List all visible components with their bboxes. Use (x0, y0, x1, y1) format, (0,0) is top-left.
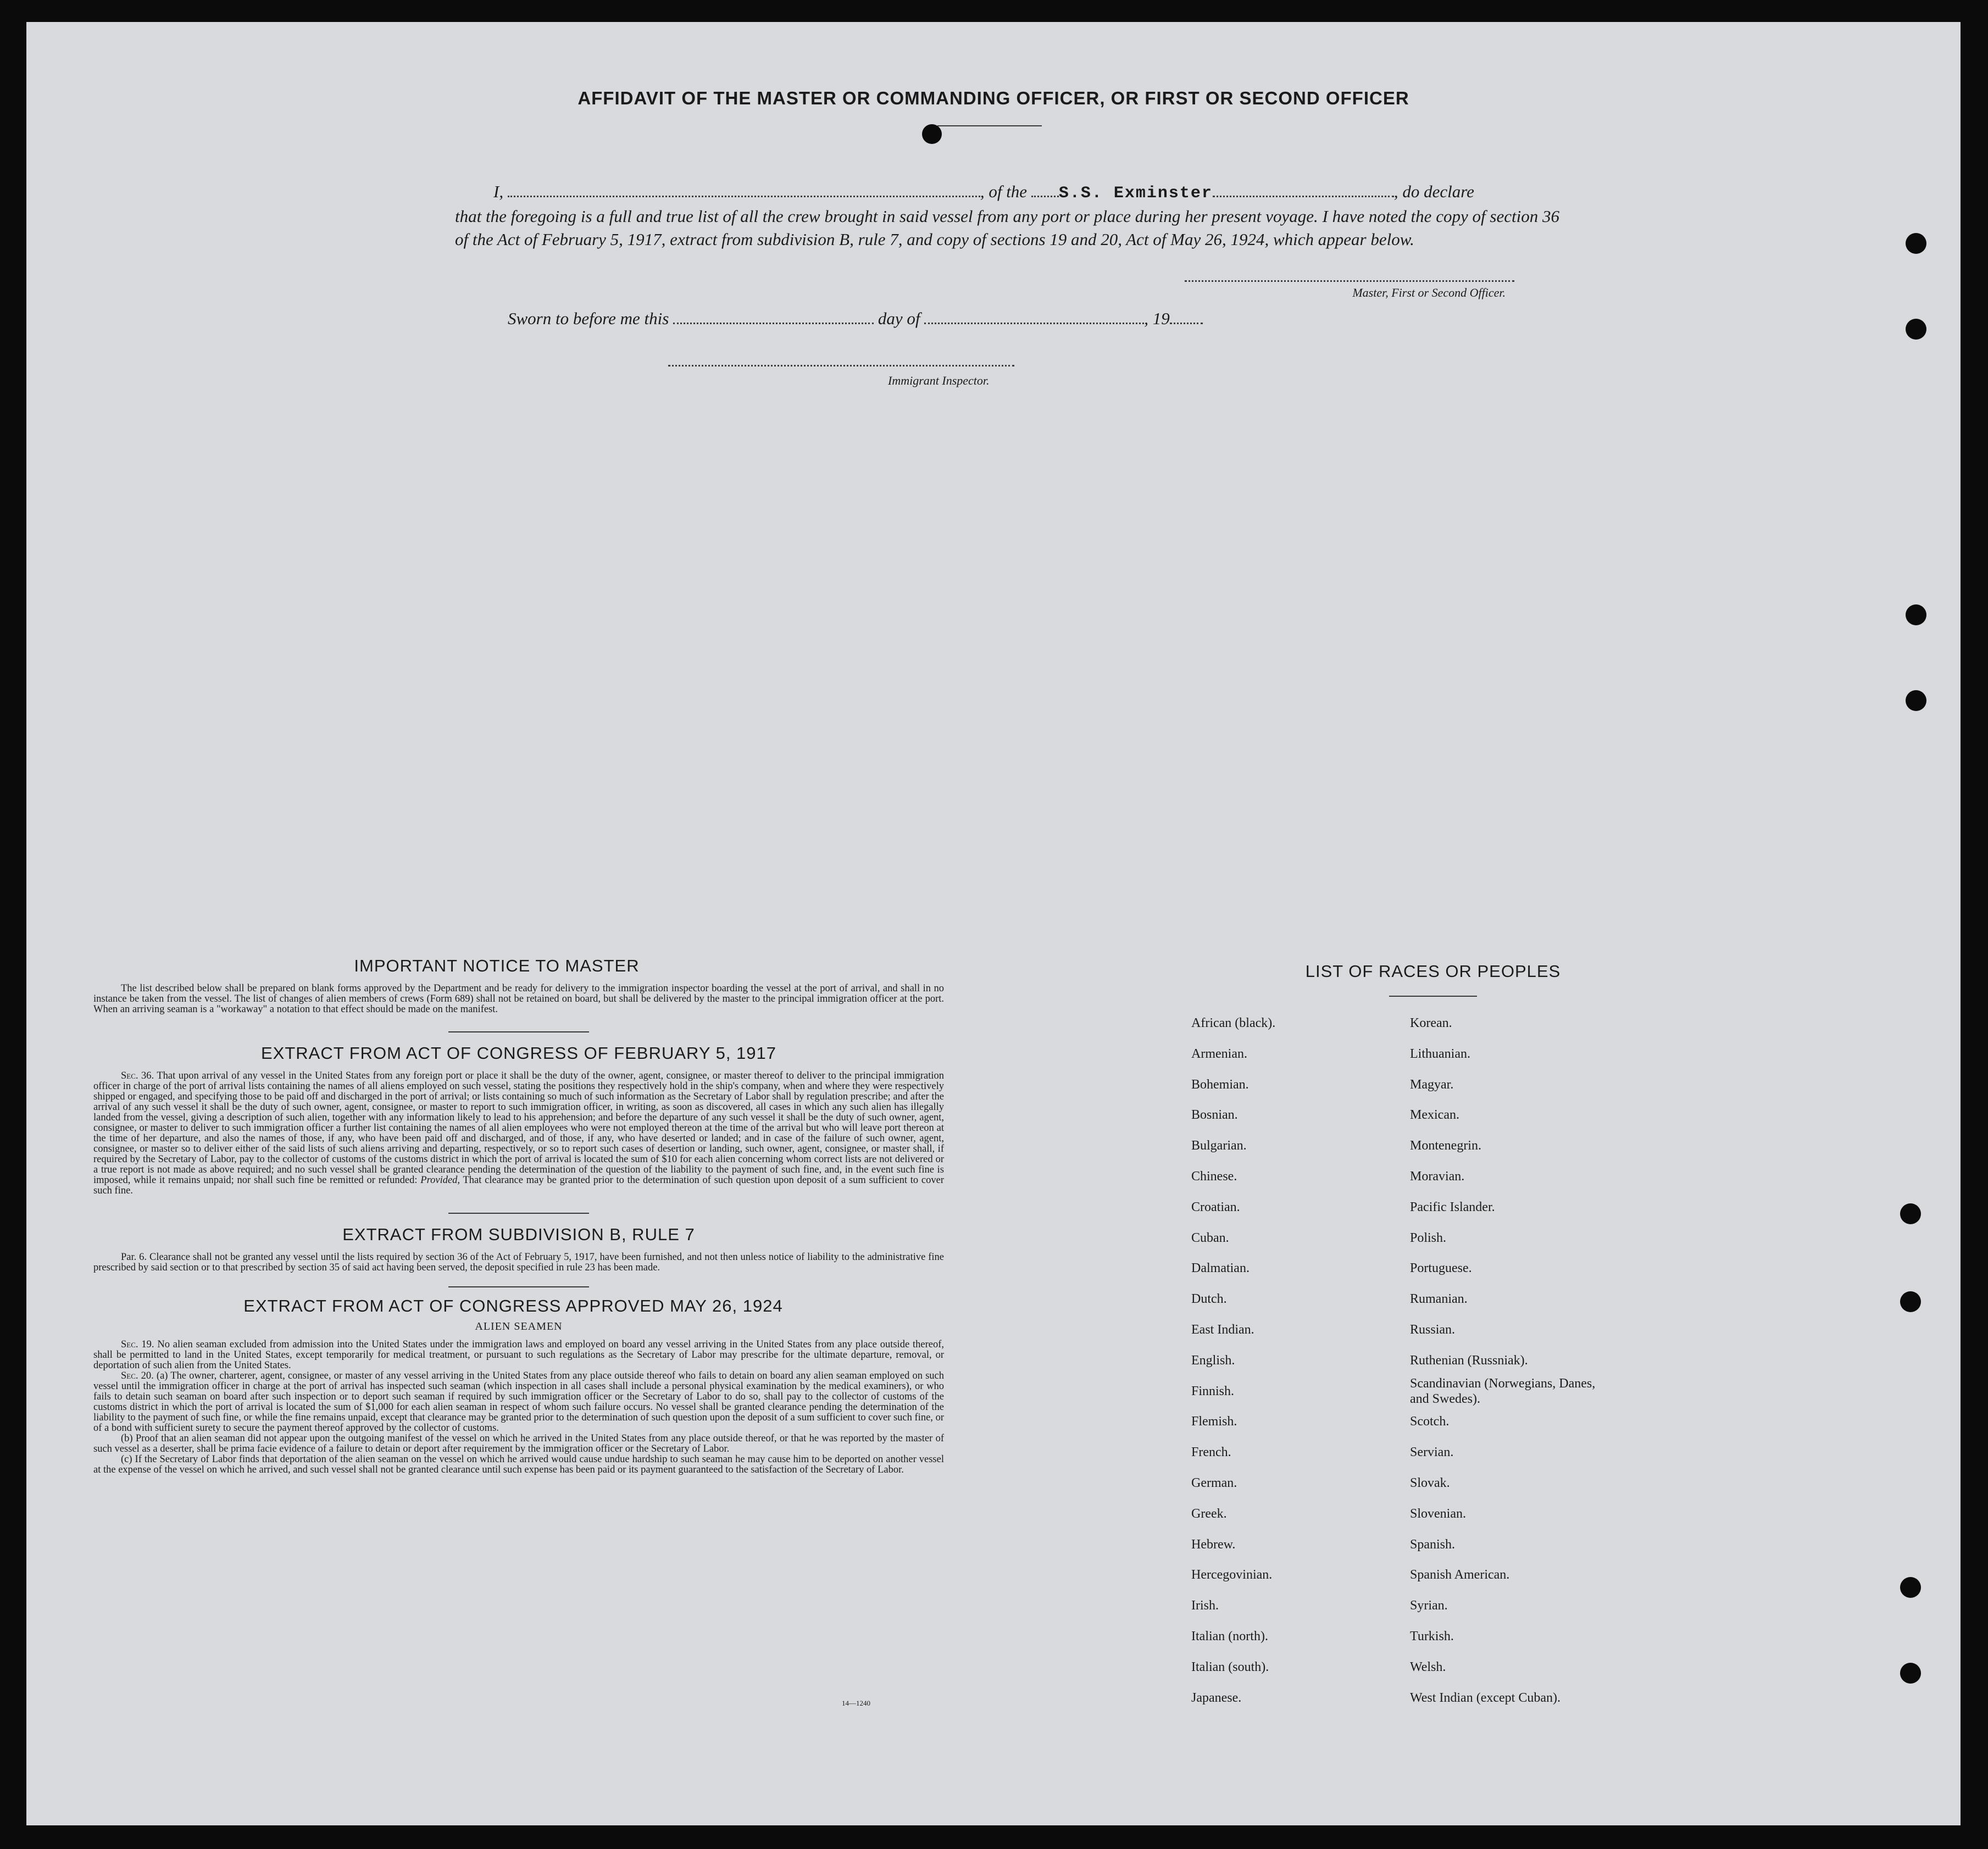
race-item: German. (1191, 1476, 1237, 1490)
race-item: Servian. (1410, 1445, 1454, 1460)
master-name-blank[interactable] (508, 196, 980, 197)
punch-hole (1900, 1203, 1921, 1224)
race-item: Moravian. (1410, 1169, 1465, 1184)
race-item: French. (1191, 1445, 1231, 1460)
race-item: Slovak. (1410, 1476, 1450, 1490)
race-item: Armenian. (1191, 1046, 1247, 1061)
race-item: Hebrew. (1191, 1537, 1236, 1552)
notice-title: IMPORTANT NOTICE TO MASTER (354, 956, 640, 975)
race-item: Syrian. (1410, 1598, 1448, 1613)
master-signature-label: Master, First or Second Officer. (1352, 286, 1506, 299)
sworn-prefix: Sworn to before me this (508, 309, 669, 328)
race-item: Flemish. (1191, 1414, 1237, 1429)
punch-hole (1900, 1291, 1921, 1312)
race-item: African (black). (1191, 1016, 1276, 1030)
race-item: Ruthenian (Russniak). (1410, 1353, 1528, 1368)
race-item: Russian. (1410, 1323, 1456, 1337)
sec-20a-body: (a) The owner, charterer, agent, consignee, or master of any vessel arriving in the United States from any place outside thereof who fails to detain on board any alien seaman employed on such vessel until the immigration officer in charge at the port of arrival has inspected such seaman (which inspection in all cases shall include a personal physical examination by the medical examiners), or who fails to detain such seaman on board after such inspection or to deport such seaman if required by such immigration officer or the Secretary of Labor to do so, shall pay to the collector of customs of the customs district in which the port of arrival is located the sum of $1,000 for each alien seaman in respect of whom such failure occurs. No vessel shall be granted clearance pending the determination of the liability to the payment of such fine, or while the fine remains unpaid, except that clearance may be granted prior to the determination of such question upon the deposit of a sum sufficient to cover such fine, or of a bond with sufficient surety to secure the payment thereof approved by the collector of customs. (93, 1370, 945, 1434)
sworn-day-of: day of (878, 309, 920, 328)
extract-1917-text (93, 1071, 944, 1196)
affidavit-line1 (455, 180, 1559, 205)
punch-hole (1906, 604, 1926, 625)
punch-hole (1906, 319, 1926, 340)
notice-text: The list described below shall be prepared on blank forms approved by the Department and be ready for delivery to the immigration inspector boarding the vessel at the port of arrival, and shall in no instance be taken from the vessel. The list of changes of alien members of crews (Form 689) shall not be retained on board, but shall be delivered by the master to the principal immigration officer at the port. When an arriving seaman is a "workaway" a notation to that effect should be made on the manifest. (93, 983, 944, 1015)
race-item: Italian (north). (1191, 1629, 1268, 1643)
race-item: West Indian (except Cuban). (1410, 1690, 1561, 1705)
punch-hole (1906, 690, 1926, 711)
sworn-year-prefix: , 19 (1144, 309, 1170, 328)
sworn-line (508, 309, 1203, 329)
extract-1924-title: EXTRACT FROM ACT OF CONGRESS APPROVED MAY 26, 1924 (243, 1296, 783, 1315)
race-item: Magyar. (1410, 1077, 1454, 1092)
sworn-year-blank[interactable] (1170, 323, 1203, 324)
vessel-name: S.S. Exminster (1058, 184, 1213, 203)
race-item: Dutch. (1191, 1292, 1227, 1307)
punch-hole (1900, 1577, 1921, 1598)
race-item: Montenegrin. (1410, 1139, 1481, 1153)
race-item: East Indian. (1191, 1323, 1254, 1337)
race-item: Scotch. (1410, 1414, 1450, 1429)
race-item: Italian (south). (1191, 1659, 1269, 1674)
race-item: Bohemian. (1191, 1077, 1249, 1092)
alien-seamen-subtitle: ALIEN SEAMEN (475, 1320, 563, 1332)
sec-20b-text: (b) Proof that an alien seaman did not appear upon the outgoing manifest of the vessel on which he arrived in the United States from any place outside thereof, or that he was reported by the master of such vessel as a deserter, shall be prima facie evidence of a failure to detain or deport after requirement by the immigration officer or the Secretary of Labor. (93, 1433, 944, 1454)
declare-label: , do declare (1393, 182, 1474, 201)
race-item: Portuguese. (1410, 1261, 1472, 1276)
section-divider (448, 1286, 589, 1287)
races-divider (1389, 996, 1477, 997)
race-item: Mexican. (1410, 1108, 1459, 1123)
section-divider (448, 1031, 589, 1032)
punch-hole (922, 124, 942, 144)
race-item: Scandinavian (Norwegians, Danes, and Swedes). (1410, 1376, 1596, 1406)
race-item: English. (1191, 1353, 1235, 1368)
race-item: Cuban. (1191, 1230, 1229, 1245)
sec-20-label: Sec. 20. (121, 1370, 154, 1381)
affidavit-i-label: I, (493, 182, 504, 201)
master-signature-line[interactable] (1185, 280, 1514, 282)
sworn-month-blank[interactable] (924, 323, 1144, 324)
race-item: Croatian. (1191, 1200, 1240, 1214)
race-item: Dalmatian. (1191, 1261, 1250, 1276)
extract-rule7-text: Par. 6. Clearance shall not be granted any vessel until the lists required by section 36 of the Act of February 5, 1917, have been furnished, and not then unless notice of liability to the administrative fine prescribed by said section or to that prescribed by section 35 of said act having been served, the deposit specified in rule 23 has been made. (93, 1252, 944, 1273)
race-item: Pacific Islander. (1410, 1200, 1495, 1214)
race-item: Polish. (1410, 1230, 1447, 1245)
race-item: Greek. (1191, 1506, 1227, 1521)
race-item: Turkish. (1410, 1629, 1454, 1643)
vessel-name-blank[interactable] (1213, 196, 1394, 197)
proviso-text: That clearance may be granted prior to the determination of such question upon deposit of a sum sufficient to cover such fine. (93, 1175, 945, 1196)
document-sheet (26, 22, 1961, 1825)
races-title: LIST OF RACES OR PEOPLES (1305, 962, 1561, 981)
proviso-label: Provided, (420, 1175, 460, 1186)
race-item: Irish. (1191, 1598, 1219, 1613)
extract-rule7-title: EXTRACT FROM SUBDIVISION B, RULE 7 (342, 1225, 695, 1244)
sec-20c-text: (c) If the Secretary of Labor finds that deportation of the alien seaman on the vessel on which he arrived would cause undue hardship to such seaman he may cause him to be deported on another vessel at the expense of the vessel on which he arrived, and such vessel shall not be granted clearance until such expense has been paid or its payment guaranteed to the satisfaction of the Secretary of Labor. (93, 1454, 944, 1475)
inspector-signature-line[interactable] (668, 365, 1014, 367)
punch-hole (1906, 233, 1926, 254)
sworn-day-blank[interactable] (673, 323, 874, 324)
race-item: Korean. (1410, 1016, 1452, 1030)
race-item: Lithuanian. (1410, 1046, 1470, 1061)
race-item: Welsh. (1410, 1659, 1446, 1674)
sec-19-text (93, 1340, 944, 1371)
affidavit-title: AFFIDAVIT OF THE MASTER OR COMMANDING OFFICER, OR FIRST OR SECOND OFFICER (577, 88, 1409, 108)
of-the-label: , of the (980, 182, 1028, 201)
race-item: Bulgarian. (1191, 1139, 1247, 1153)
form-number: 14—1240 (842, 1699, 870, 1707)
race-item: Slovenian. (1410, 1506, 1466, 1521)
inspector-label: Immigrant Inspector. (888, 374, 990, 387)
race-item: Spanish. (1410, 1537, 1456, 1552)
title-divider (937, 125, 1042, 126)
sec-20a-text (93, 1371, 944, 1434)
race-item: Rumanian. (1410, 1292, 1468, 1307)
sec-19-body: No alien seaman excluded from admission into the United States under the immigration laws and employed on board any vessel arriving in the United States from any place outside thereof, shall be permitted to land in the United States, except temporarily for medical treatment, or pursuant to such regulations as the Secretary of Labor may prescribe for the ultimate departure, removal, or deportation of such alien from the United States. (93, 1339, 945, 1371)
punch-hole (1900, 1663, 1921, 1684)
section-divider (448, 1213, 589, 1214)
sec-19-label: Sec. 19. (121, 1339, 154, 1350)
affidavit-statement-block (455, 180, 1559, 251)
sec-36-body: That upon arrival of any vessel in the United States from any foreign port or place it shall be the duty of the owner, agent, consignee, or master thereof to deliver to the principal immigration officer in charge of the port of arrival lists containing the names of all aliens employed on such vessel, stating the positions they respectively hold in the ship's company, when and where they were respectively shipped or engaged, and specifying those to be paid off and discharged in the port of arrival; or lists containing so much of such information as the Secretary of Labor shall by regulation prescribe; and after the arrival of any such vessel it shall be the duty of such owner, agent, consignee, or master to report to such immigration officer, in writing, as soon as discovered, all cases in which any such alien has illegally landed from the vessel, giving a description of such alien, together with any information likely to lead to his apprehension; and before the departure of any such vessel it shall be the duty of such owner, agent, consignee, or master to deliver to such immigration officer a further list containing the names of all alien employees who were not employed thereon at the time of the arrival but who will leave port thereon at the time of her departure, and also the names of those, if any, who have been paid off and discharged, and of those, if any, who have deserted or landed; and in case of the failure of such owner, agent, consignee, or master so to deliver either of the said lists of such aliens arriving and departing, respectively, or so to report such cases of desertion or landing, such owner, agent, consignee, or master shall, if required by the Secretary of Labor, pay to the collector of customs of the customs district in which the port of arrival is located the sum of $10 for each alien concerning whom correct lists are not delivered or a true report is not made as above required; and no such vessel shall be granted clearance pending the determination of the question of the liability to the payment of such fine, and, in the event such fine is imposed, while it remains unpaid; nor shall such fine be remitted or refunded: (93, 1070, 944, 1186)
vessel-name-lead (1031, 196, 1059, 197)
race-item: Spanish American. (1410, 1568, 1510, 1583)
notice-column (93, 956, 944, 1475)
race-item: Finnish. (1191, 1384, 1235, 1398)
extract-1917-title: EXTRACT FROM ACT OF CONGRESS OF FEBRUARY 5, 1917 (260, 1043, 777, 1063)
race-item: Hercegovinian. (1191, 1568, 1273, 1583)
affidavit-statement: that the foregoing is a full and true list of all the crew brought in said vessel from any port or place during her present voyage. I have noted the copy of section 36 of the Act of February 5, 1917, extract from subdivision B, rule 7, and copy of sections 19 and 20, Act of May 26, 1924, which appear below. (455, 207, 1559, 249)
race-item: Bosnian. (1191, 1108, 1238, 1123)
race-item: Japanese. (1191, 1690, 1242, 1705)
sec-36-label: Sec. 36. (121, 1070, 154, 1081)
race-item: Chinese. (1191, 1169, 1237, 1184)
